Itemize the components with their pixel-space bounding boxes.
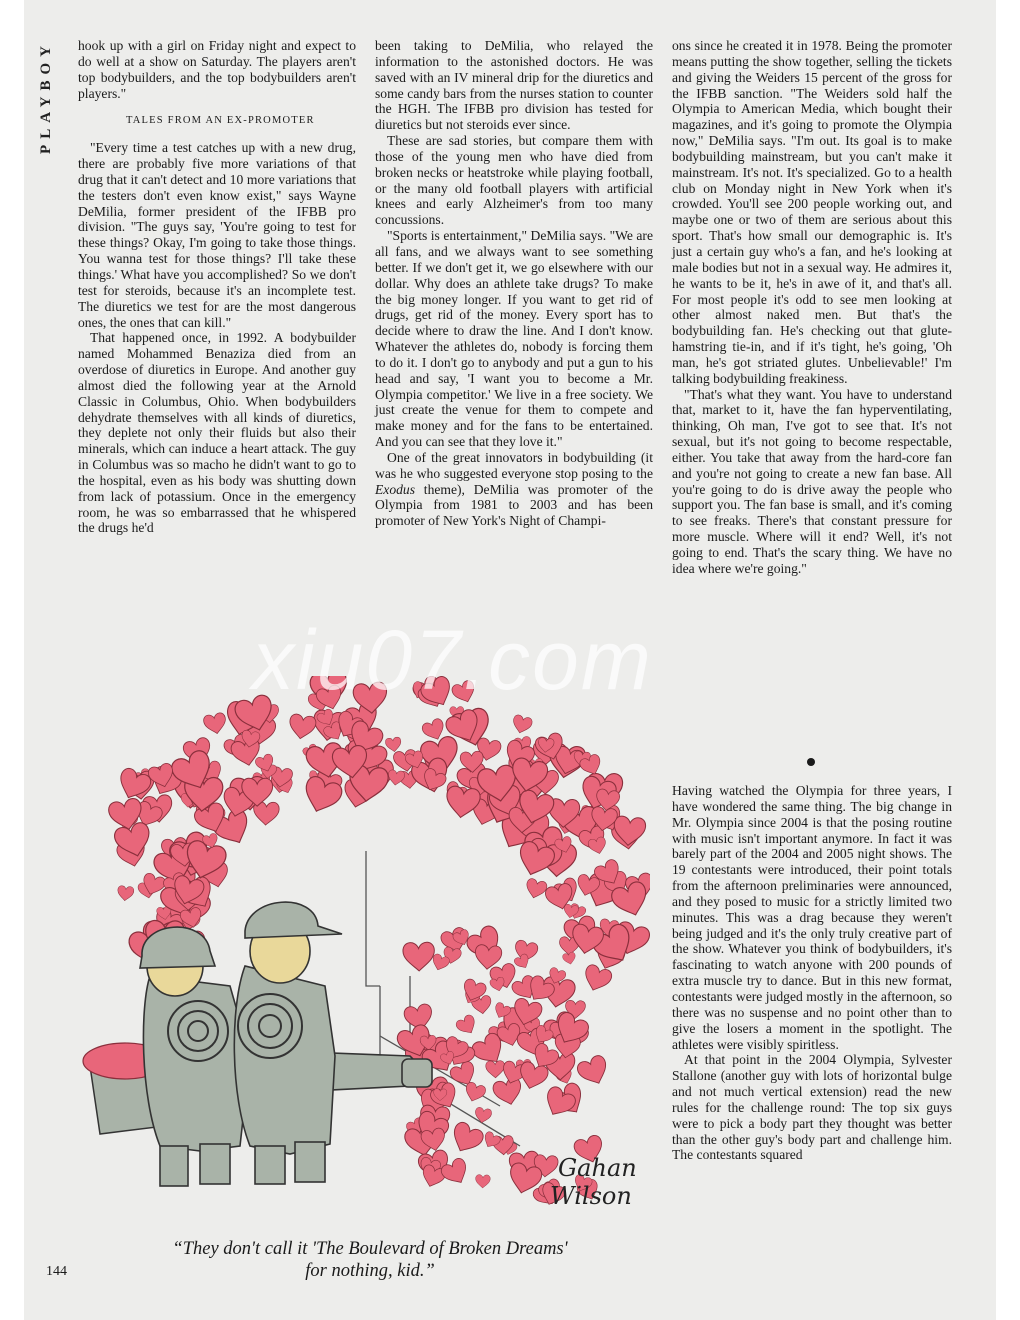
heart-shape — [447, 1120, 486, 1157]
watermark: xiu07.com — [252, 613, 653, 707]
text-column-1 — [78, 38, 356, 536]
page-number: 144 — [46, 1264, 67, 1279]
paragraph: "Every time a test catches up with a new drug, there are probably five more variations of that drug that it can't detect and 10 more variations that the testers don't even know exist," says Wayne DeMilia, former president of the IFBB pro division. "The guys say, 'You're going to test for these things? Okay, I'm going to take those things. You wanna test for those things? I'll take these things.' What have you accomplished? So we don't test for steroids, because it's an incomplete test. The diuretics we test for are the most dangerous ones, the ones that can kill." — [78, 140, 356, 330]
cartoon-illustration — [80, 676, 650, 1228]
paragraph: "Sports is entertainment," DeMilia says. "We are all fans, and we always want to see something better. If we don't get it, we go elsewhere with our dollar. Why does an athlete take drugs? To make the big money longer. If you want to get rid of drugs, get rid of the money. Every sport has to decide where to draw the line. And I don't know. Whatever the athletes do, nobody is forcing them to do it. I don't go to anybody and put a gun to his head and say, 'I want you to become a Mr. Olympia competitor.' We live in a free society. We just create the venue for them to compete and make money and for the fans to be entertained. And you can see that they love it." — [375, 228, 653, 450]
paragraph: At that point in the 2004 Olympia, Sylvester Stallone (another guy with lots of horizontal bulge and not much vertical extension) read the new rules for the challenge round: The top six guys were to pick a body part they thought was better than the other guy's body part and challenge him. The contestants squared — [672, 1052, 952, 1163]
italic-title: Exodus — [375, 481, 416, 497]
heart-shape — [475, 1175, 490, 1189]
heart-shape — [117, 885, 134, 901]
heart-shape — [463, 1081, 487, 1104]
signature-last: Wilson — [550, 1182, 632, 1210]
text-column-2 — [375, 38, 653, 529]
caption-line: “They don't call it 'The Boulevard of Broken Dreams' — [172, 1239, 568, 1259]
heart-shape — [203, 712, 228, 736]
heart-shape — [575, 1053, 612, 1088]
paragraph-part: One of the great innovators in bodybuilding (it was he who suggested everyone stop posing to the — [375, 449, 653, 481]
section-break-bullet — [807, 758, 815, 766]
paragraph: ons since he created it in 1978. Being the promoter means putting the show together, selling the tickets and giving the Weiders 15 percent of the gross for the IFBB sanction. "The Weiders sold half the Olympia to American Media, which bought their magazines, and it's going to promote the Olympia now," DeMilia says. "I'm out. Its goal is to make bodybuilding mainstream, but you can't make it mainstream. It's not. It's specialized. Go to a health club on Monday night in New York when it's crowded. You'll see 200 people working out, and maybe one or two of them are serious about this sport. That's how small our demographic is. It's just a certain guy who's a fan, and he's looking at male bodies but not in a sexual way. He admires it, he wants to be it, he's in awe of it, and that's all. For most people it's odd to see men looking at other almost naked men. But that's the bodybuilding fan. He's checking out that glute-hamstring tie-in, and if it's tight, he's going, 'Oh man, he's got striated glutes. Unbelievable!' I'm talking bodybuilding freakiness. — [672, 38, 952, 386]
heart-shape — [474, 944, 502, 970]
heart-shape — [492, 1077, 525, 1108]
paragraph: These are sad stories, but compare them with those of the young men who have died from broken necks or heatstroke while playing football, or the many old football players with artificial knees and early Alzheimer's from too many concussions. — [375, 133, 653, 228]
paragraph: That happened once, in 1992. A bodybuilder named Mohammed Benaziza died from an overdose of diuretics in Europe. And another guy almost died the following year at the Arnold Classic in Columbus, Ohio. When bodybuilders dehydrate themselves with all kinds of diuretics, they deplete not only their fluids but also their minerals, which can induce a heart attack. The guy in Columbus was so macho he didn't want to go to the hospital, even as his body was shutting down from lack of potassium. Once in the emergency room, he was so embarrassed that he whispered the drugs he'd — [78, 330, 356, 536]
artist-signature — [550, 1154, 637, 1210]
paragraph: Having watched the Olympia for three years, I have wondered the same thing. The big change in Mr. Olympia since 2004 is that the posing routine with music isn't important anymore. In fact it was barely part of the 2004 and 2005 night shows. The 19 contestants were introduced, their point totals from the afternoon preliminaries were announced, and they posed to music for a strictly limited two minutes. This was a drag because they weren't being judged and it's the only truly creative part of the show. Whatever you think of bodybuilders, it's fascinating to watch anyone with 200 pounds of extra muscle try to dance. But in this new format, contestants were judged mostly in the afternoon, so there was no suspense and no point other than to give the losers a moment in the spotlight. The athletes were visibly spiritless. — [672, 783, 952, 1052]
heart-shape — [581, 963, 614, 994]
paragraph: been taking to DeMilia, who relayed the information to the astonished doctors. He was saved with an IV mineral drip for the diuretics and some candy bars from the nurses station to counter the HGH. The IFBB pro division has tested for diuretics but not steroids ever since. — [375, 38, 653, 133]
heart-shape — [450, 679, 478, 706]
paragraph: hook up with a girl on Friday night and expect to do well at a show on Saturday. The players aren't top bodybuilders, and the top bodybuilders aren't players." — [78, 38, 356, 101]
paragraph: "That's what they want. You have to understand that, market to it, have the fan hyperventilating, thinking, Oh man, I've got to see that. It's not sexual, but it's not going to become respectable, either. You take that away from the hard-core fan and you're not going to create a new fan base. All you're going to do is drive away the people who support you. The fan base is small, and it's coming to see freaks. There's that constant pressure for more muscle. Where will it end? Well, it's not going to end. That's the scary thing. We have no idea where we're going." — [672, 386, 952, 576]
section-subhead: TALES FROM AN EX-PROMOTER — [126, 115, 315, 127]
heart-shape — [562, 952, 577, 966]
text-column-3 — [672, 38, 952, 577]
heart-shape — [455, 1013, 480, 1037]
cartoon-caption — [110, 1238, 630, 1282]
caption-line: for nothing, kid.” — [305, 1261, 435, 1281]
playboy-vertical-logo: PLAYBOY — [38, 40, 54, 154]
heart-shape — [524, 877, 548, 900]
paragraph-part: theme), DeMilia was promoter of the Olympia from 1981 to 2003 and has been promoter of New York's Night of Champi- — [375, 481, 653, 529]
heart-shape — [511, 714, 534, 735]
heart-shape — [612, 815, 646, 846]
text-column-3-continued — [672, 783, 952, 1163]
heart-shape — [474, 1107, 493, 1125]
signature-first: Gahan — [558, 1154, 637, 1182]
heart-shape — [403, 942, 435, 971]
heart-shape — [486, 1060, 505, 1078]
heart-shape — [387, 769, 405, 786]
heart-shape — [287, 713, 317, 741]
paragraph — [375, 450, 653, 529]
heart-shape — [385, 737, 402, 753]
